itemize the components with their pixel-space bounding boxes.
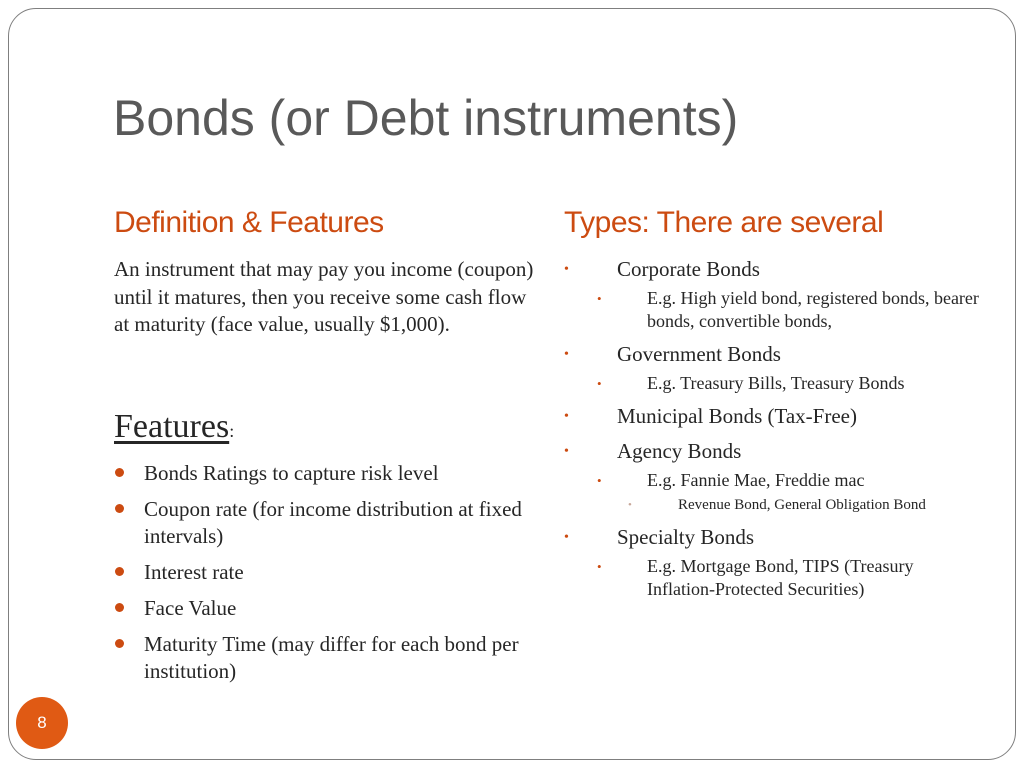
bullet-icon <box>115 504 124 513</box>
bullet-icon: • <box>564 444 569 459</box>
type-subtext: E.g. Treasury Bills, Treasury Bonds <box>647 373 905 393</box>
bullet-icon: • <box>597 558 602 574</box>
type-text: Government Bonds <box>617 342 781 366</box>
list-item <box>564 469 984 492</box>
bullet-icon <box>115 639 124 648</box>
bullet-icon: • <box>564 529 569 545</box>
list-item <box>564 496 984 516</box>
list-item <box>564 438 984 465</box>
type-subtext: E.g. High yield bond, registered bonds, bearer bonds, convertible bonds, <box>647 288 979 331</box>
slide-number: 8 <box>16 697 68 749</box>
feature-text: Coupon rate (for income distribution at fixed intervals) <box>144 497 522 548</box>
type-subsubtext: Revenue Bond, General Obligation Bond <box>678 497 926 513</box>
bullet-icon: • <box>597 291 602 306</box>
bullet-icon: • <box>597 376 602 391</box>
bullet-icon <box>115 603 124 612</box>
list-item <box>114 595 534 622</box>
feature-text: Face Value <box>144 596 237 620</box>
list-item <box>564 256 984 283</box>
features-title-text: Features <box>114 408 230 445</box>
bullet-icon: • <box>597 473 602 488</box>
feature-text: Maturity Time (may differ for each bond per institution) <box>144 632 519 683</box>
bullet-icon: • <box>564 409 569 424</box>
list-item <box>564 403 984 430</box>
types-heading: Types: There are several <box>564 206 884 239</box>
definition-heading: Definition & Features <box>114 206 384 239</box>
type-text: Specialty Bonds <box>617 524 755 549</box>
type-text: Agency Bonds <box>617 439 742 463</box>
features-list <box>114 460 534 694</box>
bullet-icon: • <box>628 499 632 511</box>
type-text: Municipal Bonds (Tax-Free) <box>617 404 857 428</box>
list-item <box>564 372 984 395</box>
type-subtext: E.g. Fannie Mae, Freddie mac <box>647 470 865 490</box>
type-text: Corporate Bonds <box>617 257 760 281</box>
list-item <box>114 631 534 685</box>
list-item <box>114 496 534 550</box>
bullet-icon: • <box>564 347 569 362</box>
feature-text: Bonds Ratings to capture risk level <box>144 461 439 485</box>
features-title <box>114 408 234 446</box>
feature-text: Interest rate <box>144 560 244 584</box>
types-list <box>564 256 984 601</box>
bullet-icon <box>115 567 124 576</box>
list-item <box>564 341 984 368</box>
list-item <box>564 555 984 601</box>
list-item <box>114 559 534 586</box>
features-title-colon: : <box>229 421 235 441</box>
list-item <box>564 287 984 333</box>
definition-text: An instrument that may pay you income (coupon) until it matures, then you receive some cash flow at maturity (face value, usually $1,000). <box>114 257 534 336</box>
slide-title: Bonds (or Debt instruments) <box>113 90 739 146</box>
list-item <box>114 460 534 487</box>
list-item <box>564 524 984 551</box>
bullet-icon: • <box>564 262 569 277</box>
bullet-icon <box>115 468 124 477</box>
type-subtext: E.g. Mortgage Bond, TIPS (Treasury Inflation-Protected Securities) <box>647 555 914 599</box>
